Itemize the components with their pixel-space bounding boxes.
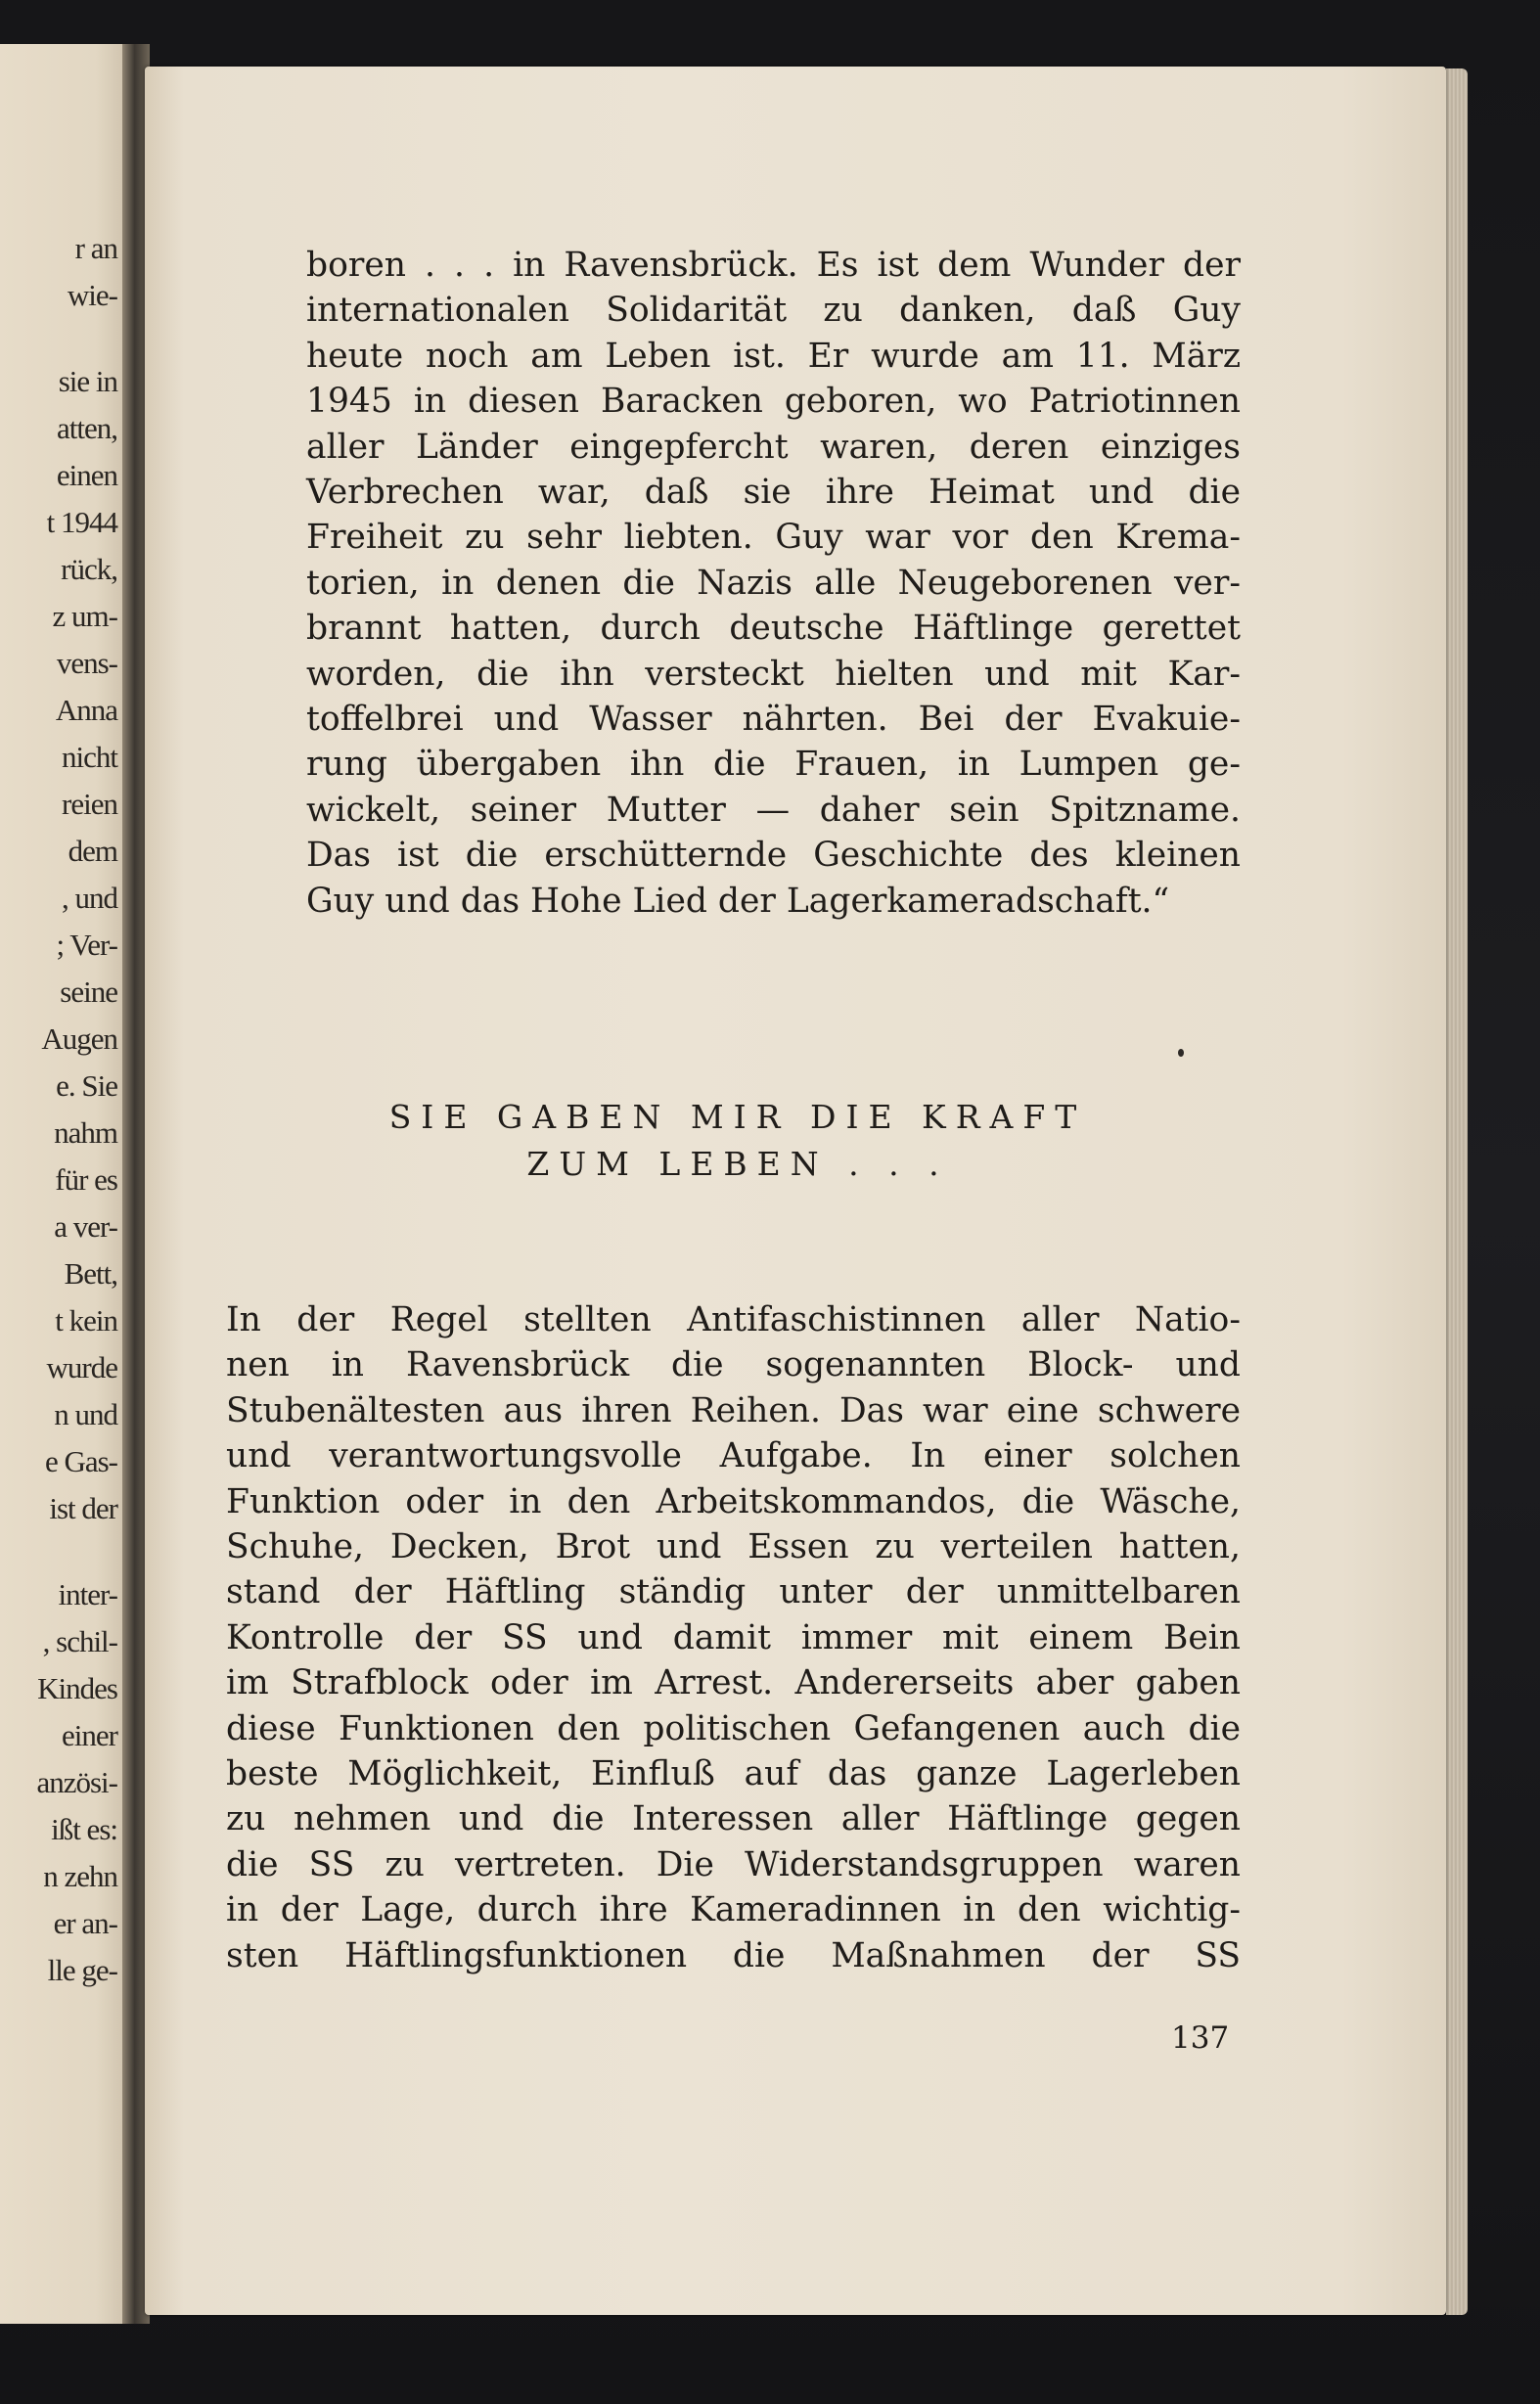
previous-page-line: reien	[62, 787, 117, 821]
previous-page-line: ist der	[49, 1491, 117, 1525]
text-line: im Strafblock oder im Arrest. Andererseits aber gaben	[226, 1663, 1241, 1703]
text-line: Schuhe, Decken, Brot und Essen zu verteilen hatten,	[226, 1527, 1241, 1567]
page-number: 137	[1171, 2020, 1230, 2056]
previous-page-line: Anna	[55, 693, 117, 727]
previous-page-line: er an-	[53, 1906, 117, 1940]
previous-page-line: seine	[60, 975, 117, 1009]
text-line: Guy und das Hohe Lied der Lagerkameradschaft.“	[306, 881, 1170, 921]
text-line: die SS zu vertreten. Die Widerstandsgruppen waren	[226, 1844, 1241, 1884]
previous-page-line: Kindes	[37, 1671, 117, 1705]
paragraph-continuation	[306, 243, 1241, 924]
previous-page-line: wie-	[67, 278, 117, 312]
previous-page-line: ; Ver-	[56, 928, 117, 962]
text-line: internationalen Solidarität zu danken, daß Guy	[306, 291, 1241, 331]
previous-page-line: wurde	[46, 1350, 117, 1384]
previous-page-line: Augen	[41, 1021, 117, 1056]
previous-page-line: atten,	[57, 411, 117, 445]
text-line: Kontrolle der SS und damit immer mit einem Bein	[226, 1617, 1241, 1657]
text-line: heute noch am Leben ist. Er wurde am 11. März	[306, 336, 1241, 376]
heading-line-1: SIE GABEN MIR DIE KRAFT	[388, 1098, 1087, 1136]
previous-page-line: einen	[56, 458, 117, 492]
text-line: in der Lage, durch ihre Kameradinnen in den wichtig-	[226, 1890, 1241, 1930]
text-line: Funktion oder in den Arbeitskommandos, die Wäsche,	[226, 1481, 1241, 1521]
previous-page-line: rück,	[61, 552, 117, 586]
text-line: Freiheit zu sehr liebten. Guy war vor den Krema-	[306, 518, 1241, 558]
previous-page-line: anzösi-	[36, 1765, 117, 1799]
text-line: nen in Ravensbrück die sogenannten Block- und	[226, 1345, 1241, 1385]
previous-page-line: ißt es:	[51, 1812, 117, 1846]
previous-page-line: einer	[62, 1718, 117, 1752]
previous-page-text	[0, 225, 117, 1994]
text-line: aller Länder eingepfercht waren, deren einziges	[306, 427, 1241, 467]
previous-page-line: r an	[74, 231, 117, 265]
previous-page-line: n zehn	[43, 1859, 117, 1893]
text-line: 1945 in diesen Baracken geboren, wo Patriotinnen	[306, 382, 1241, 422]
text-line: rung übergaben ihn die Frauen, in Lumpen ge-	[306, 745, 1241, 785]
previous-page-line: t 1944	[46, 505, 117, 539]
text-line: worden, die ihn versteckt hielten und mit Kar-	[306, 654, 1241, 694]
previous-page-line: nicht	[62, 740, 117, 774]
text-line: stand der Häftling ständig unter der unmittelbaren	[226, 1572, 1241, 1612]
previous-page-line: e. Sie	[56, 1068, 117, 1103]
text-line: und verantwortungsvolle Aufgabe. In einer solchen	[226, 1436, 1241, 1476]
text-line: Das ist die erschütternde Geschichte des kleinen	[306, 836, 1241, 876]
text-line: Verbrechen war, daß sie ihre Heimat und die	[306, 473, 1241, 513]
text-line: Stubenältesten aus ihren Reihen. Das war eine schwere	[226, 1390, 1241, 1430]
ink-speck	[1178, 1049, 1184, 1057]
previous-page-line: , schil-	[42, 1624, 117, 1658]
previous-page-line: vens-	[56, 646, 117, 680]
text-line: beste Möglichkeit, Einfluß auf das ganze Lagerleben	[226, 1754, 1241, 1794]
previous-page-line: a ver-	[54, 1209, 117, 1244]
text-line: diese Funktionen den politischen Gefangenen auch die	[226, 1708, 1241, 1748]
previous-page-line: e Gas-	[44, 1444, 117, 1478]
previous-page-line: für es	[55, 1162, 117, 1197]
text-line: wickelt, seiner Mutter — daher sein Spitzname.	[306, 790, 1241, 830]
previous-page-line: , und	[62, 881, 117, 915]
text-line: brannt hatten, durch deutsche Häftlinge gerettet	[306, 609, 1241, 649]
previous-page-edge	[0, 44, 137, 2324]
previous-page-line: n und	[54, 1397, 117, 1431]
text-line: torien, in denen die Nazis alle Neugeborenen ver-	[306, 563, 1241, 603]
heading-line-2: ZUM LEBEN . . .	[526, 1145, 949, 1183]
previous-page-line: nahm	[54, 1115, 117, 1150]
previous-page-line: t kein	[55, 1303, 117, 1338]
text-line: sten Häftlingsfunktionen die Maßnahmen der SS	[226, 1935, 1241, 1975]
previous-page-line: z um-	[52, 599, 117, 633]
previous-page-line: lle ge-	[47, 1953, 117, 1987]
text-line: In der Regel stellten Antifaschistinnen aller Natio-	[226, 1300, 1241, 1339]
previous-page-line: sie in	[58, 364, 117, 398]
section-paragraph	[226, 1297, 1241, 1978]
text-line: zu nehmen und die Interessen aller Häftlinge gegen	[226, 1799, 1241, 1839]
page-stack-edge	[1446, 68, 1468, 2315]
previous-page-line: dem	[68, 834, 117, 868]
previous-page-line: inter-	[58, 1577, 117, 1611]
previous-page-line: Bett,	[64, 1256, 117, 1291]
text-line: boren . . . in Ravensbrück. Es ist dem Wunder der	[306, 246, 1241, 285]
text-line: toffelbrei und Wasser nährten. Bei der Evakuie-	[306, 700, 1241, 740]
section-heading	[215, 1094, 1260, 1188]
